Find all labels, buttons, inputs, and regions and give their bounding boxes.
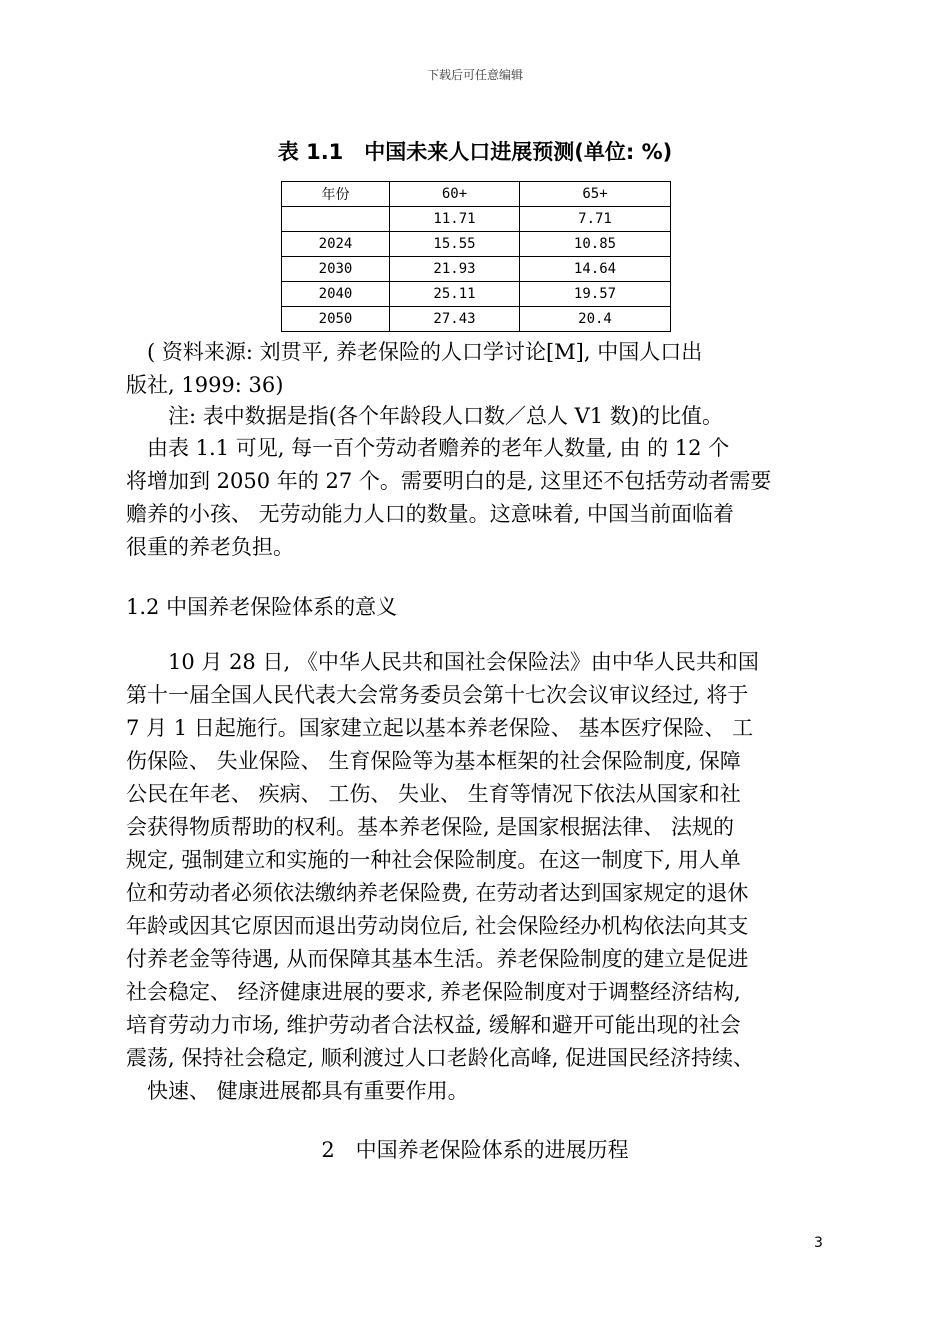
text-line: 培育劳动力市场, 维护劳动者合法权益, 缓解和避开可能出现的社会	[126, 1013, 741, 1037]
text-line: 伤保险、 失业保险、 生育保险等为基本框架的社会保险制度, 保障	[126, 749, 741, 773]
text-line: 版社, 1999: 36)	[126, 373, 284, 397]
table-row	[282, 257, 671, 282]
text-line: 快速、 健康进展都具有重要作用。	[126, 1079, 469, 1103]
column-header: 60+	[390, 182, 520, 207]
text-line: 公民在年老、 疾病、 工伤、 失业、 生育等情况下依法从国家和社	[126, 782, 741, 806]
column-header: 年份	[282, 182, 390, 207]
text-line: 7 月 1 日起施行。国家建立起以基本养老保险、 基本医疗保险、 工	[126, 716, 754, 740]
text-line: 位和劳动者必须依法缴纳养老保险费, 在劳动者达到国家规定的退休	[126, 881, 749, 905]
text-line: 震荡, 保持社会稳定, 顺利渡过人口老龄化高峰, 促进国民经济持续、	[126, 1046, 755, 1070]
chapter-heading: 2 中国养老保险体系的进展历程	[321, 1138, 629, 1162]
text-line: 规定, 强制建立和实施的一种社会保险制度。在这一制度下, 用人单	[126, 848, 741, 872]
text-line: 年龄或因其它原因而退出劳动岗位后, 社会保险经办机构依法向其支	[126, 914, 749, 938]
table-cell: 21.93	[390, 257, 520, 282]
table-title: 表 1.1 中国未来人口进展预测(单位: %)	[277, 140, 673, 164]
text-line: 注: 表中数据是指(各个年龄段人口数／总人 V1 数)的比值。	[126, 404, 724, 428]
text-line: 10 月 28 日, 《中华人民共和国社会保险法》由中华人民共和国	[126, 650, 759, 674]
text-line: 付养老金等待遇, 从而保障其基本生活。养老保险制度的建立是促进	[126, 947, 749, 971]
table-cell	[282, 207, 390, 232]
text-line: 社会稳定、 经济健康进展的要求, 养老保险制度对于调整经济结构,	[126, 980, 741, 1004]
source-citation	[126, 336, 826, 402]
table-cell: 2050	[282, 307, 390, 332]
table-row	[282, 282, 671, 307]
text-line: 由表 1.1 可见, 每一百个劳动者赡养的老年人数量, 由 的 12 个	[126, 436, 730, 460]
table-cell: 2040	[282, 282, 390, 307]
population-table	[281, 181, 671, 332]
column-header: 65+	[520, 182, 671, 207]
table-cell: 25.11	[390, 282, 520, 307]
text-line: 赡养的小孩、 无劳动能力人口的数量。这意味着, 中国当前面临着	[126, 502, 735, 526]
text-line: 会获得物质帮助的权利。基本养老保险, 是国家根据法律、 法规的	[126, 815, 735, 839]
table-cell: 10.85	[520, 232, 671, 257]
table-header-row	[282, 182, 671, 207]
table-cell: 27.43	[390, 307, 520, 332]
table-row	[282, 207, 671, 232]
paragraph-1	[126, 432, 826, 564]
table-cell: 20.4	[520, 307, 671, 332]
table-cell: 2024	[282, 232, 390, 257]
section-heading: 1.2 中国养老保险体系的意义	[126, 595, 398, 619]
table-cell: 2030	[282, 257, 390, 282]
header-note: 下载后可任意编辑	[426, 68, 523, 82]
page-number: 3	[814, 1235, 823, 1251]
text-line: 第十一届全国人民代表大会常务委员会第十七次会议审议经过, 将于	[126, 683, 749, 707]
table-cell: 7.71	[520, 207, 671, 232]
table-cell: 14.64	[520, 257, 671, 282]
table-row	[282, 232, 671, 257]
text-line: 很重的养老负担。	[126, 535, 294, 559]
paragraph-2	[126, 646, 826, 1108]
table-cell: 19.57	[520, 282, 671, 307]
table-note	[126, 400, 826, 433]
table-cell: 15.55	[390, 232, 520, 257]
text-line: 将增加到 2050 年的 27 个。需要明白的是, 这里还不包括劳动者需要	[126, 469, 772, 493]
table-row	[282, 307, 671, 332]
table-cell: 11.71	[390, 207, 520, 232]
text-line: ( 资料来源: 刘贯平, 养老保险的人口学讨论[M], 中国人口出	[126, 340, 703, 364]
